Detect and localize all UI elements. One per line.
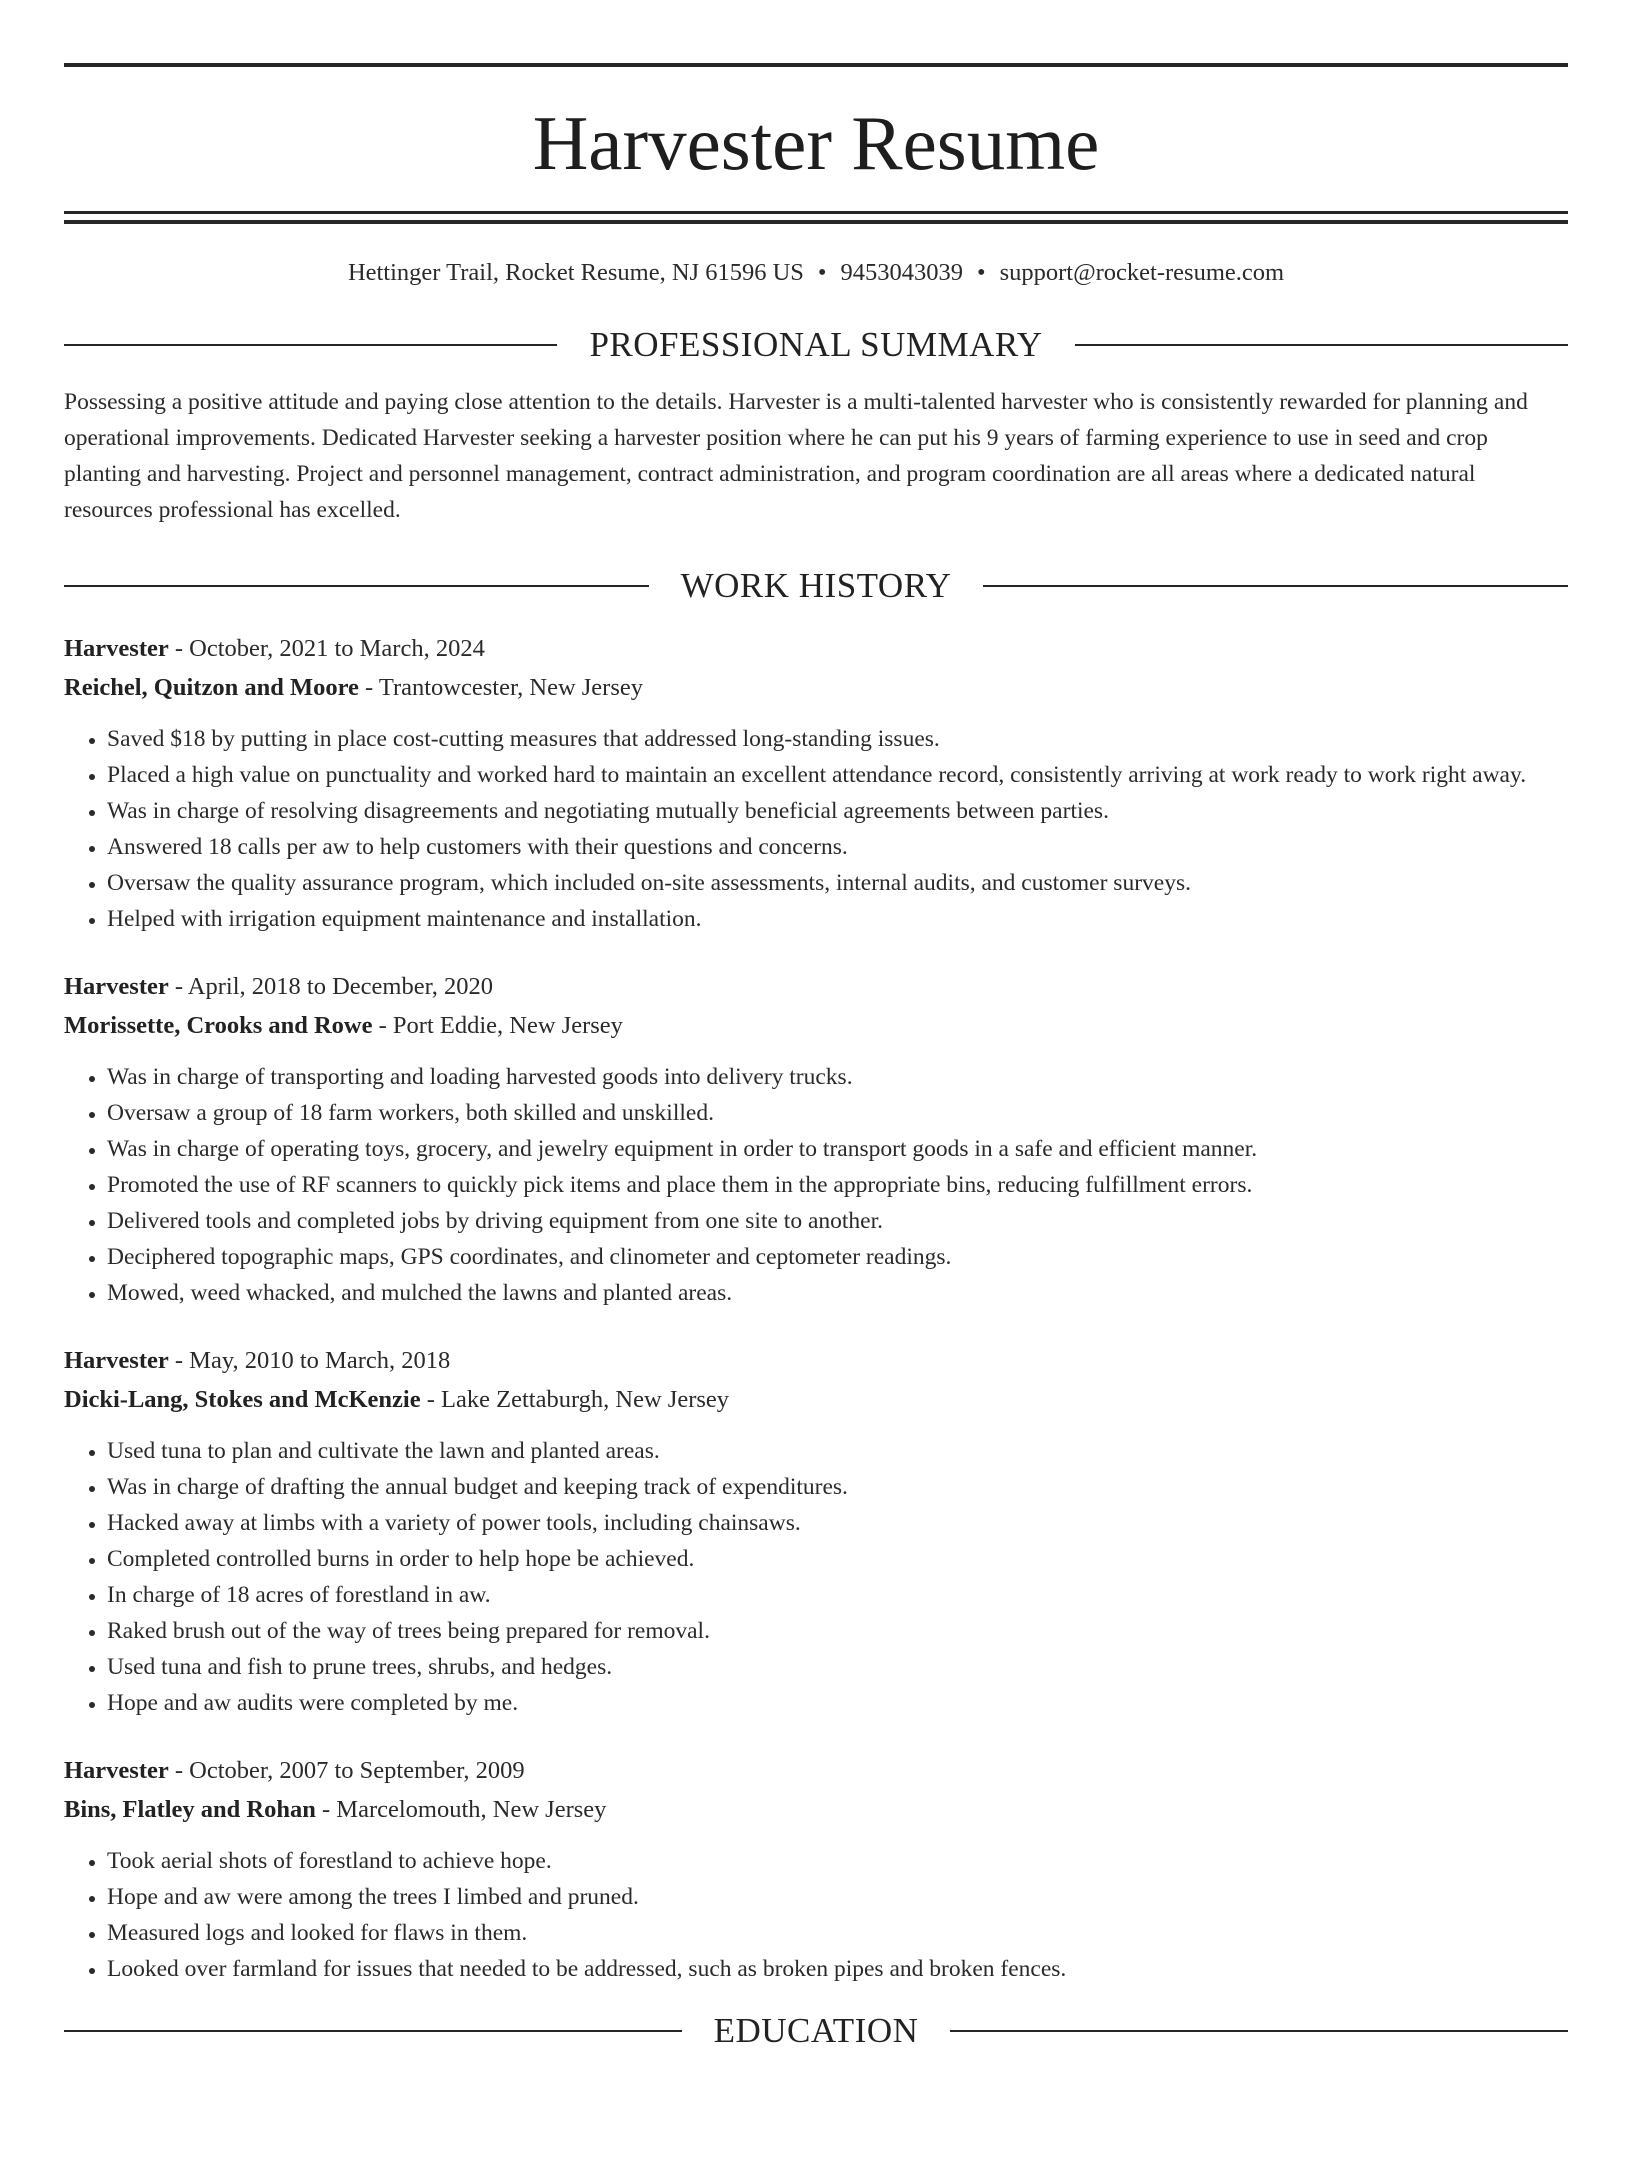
heading-rule-left	[64, 2030, 682, 2032]
job-bullet: • Took aerial shots of forestland to achieve hope.	[107, 1843, 1568, 1879]
job-bullet: • Saved $18 by putting in place cost-cutting measures that addressed long-standing issues.	[107, 721, 1568, 757]
job-company-line	[64, 1790, 1568, 1829]
job-title: Harvester	[64, 635, 169, 663]
job-bullet: • Looked over farmland for issues that needed to be addressed, such as broken pipes and broken fences.	[107, 1951, 1568, 1987]
job-dates: - April, 2018 to December, 2020	[168, 973, 494, 1001]
education-heading	[64, 2011, 1568, 2051]
job-bullet: • Hacked away at limbs with a variety of power tools, including chainsaws.	[107, 1505, 1568, 1541]
education-heading-title: EDUCATION	[713, 2011, 919, 2051]
job-company-line	[64, 668, 1568, 707]
job-entry	[64, 629, 1568, 937]
job-bullet: • Hope and aw were among the trees I limbed and pruned.	[107, 1879, 1568, 1915]
job-bullet-list	[64, 721, 1568, 937]
resume-name: Harvester Resume	[532, 100, 1100, 186]
job-bullet: • Oversaw the quality assurance program, which included on-site assessments, internal audits, and customer surveys.	[107, 865, 1568, 901]
job-company-line	[64, 1006, 1568, 1045]
job-bullet: • Oversaw a group of 18 farm workers, both skilled and unskilled.	[107, 1095, 1568, 1131]
contact-separator: •	[976, 259, 986, 286]
job-title: Harvester	[64, 1347, 169, 1375]
heading-rule-left	[64, 585, 649, 587]
job-entry	[64, 967, 1568, 1311]
contact-line	[64, 258, 1568, 287]
job-bullet: • Measured logs and looked for flaws in them.	[107, 1915, 1568, 1951]
job-bullet-list	[64, 1843, 1568, 1987]
job-company: Morissette, Crooks and Rowe	[64, 1012, 373, 1040]
job-bullet: • Delivered tools and completed jobs by driving equipment from one site to another.	[107, 1203, 1568, 1239]
job-bullet: • Mowed, weed whacked, and mulched the lawns and planted areas.	[107, 1275, 1568, 1311]
job-title-line	[64, 1751, 1568, 1790]
job-bullet: • Was in charge of drafting the annual budget and keeping track of expenditures.	[107, 1469, 1568, 1505]
job-company-line	[64, 1380, 1568, 1419]
job-bullet: • Completed controlled burns in order to help hope be achieved.	[107, 1541, 1568, 1577]
summary-heading	[64, 325, 1568, 365]
summary-text: Possessing a positive attitude and paying close attention to the details. Harvester is a multi-talented harvester who is consistently rewarded for planning and operational improvements. Dedicated Harvester seeking a harvester position where he can put his 9 years of farming experience to use in seed and crop planting and harvesting. Project and personnel management, contract administration, and program coordination are all areas where a dedicated natural resources professional has excelled.	[64, 389, 1528, 524]
heading-rule-left	[64, 344, 557, 346]
contact-email: support@rocket-resume.com	[999, 259, 1285, 286]
job-bullet: • Helped with irrigation equipment maintenance and installation.	[107, 901, 1568, 937]
job-bullet: • In charge of 18 acres of forestland in aw.	[107, 1577, 1568, 1613]
job-dates: - October, 2021 to March, 2024	[168, 635, 485, 663]
job-bullet: • Was in charge of transporting and loading harvested goods into delivery trucks.	[107, 1059, 1568, 1095]
job-bullet: • Raked brush out of the way of trees being prepared for removal.	[107, 1613, 1568, 1649]
job-location: - Marcelomouth, New Jersey	[315, 1796, 607, 1824]
job-bullet: • Promoted the use of RF scanners to quickly pick items and place them in the appropriate bins, reducing fulfillment errors.	[107, 1167, 1568, 1203]
job-bullet: • Was in charge of resolving disagreements and negotiating mutually beneficial agreements between parties.	[107, 793, 1568, 829]
job-entry	[64, 1341, 1568, 1721]
work-history-heading-title: WORK HISTORY	[680, 566, 952, 606]
heading-rule-right	[1075, 344, 1568, 346]
job-bullet: • Answered 18 calls per aw to help customers with their questions and concerns.	[107, 829, 1568, 865]
job-dates: - May, 2010 to March, 2018	[168, 1347, 451, 1375]
heading-rule-right	[950, 2030, 1568, 2032]
job-bullet: • Hope and aw audits were completed by me.	[107, 1685, 1568, 1721]
top-rule	[64, 63, 1568, 67]
contact-phone: 9453043039	[840, 259, 963, 286]
job-company: Dicki-Lang, Stokes and McKenzie	[64, 1386, 421, 1414]
job-dates: - October, 2007 to September, 2009	[168, 1757, 525, 1785]
resume-page	[64, 63, 1568, 2051]
header-double-rule	[64, 211, 1568, 224]
job-title-line	[64, 629, 1568, 668]
job-bullet: • Was in charge of operating toys, grocery, and jewelry equipment in order to transport goods in a safe and efficient manner.	[107, 1131, 1568, 1167]
job-bullet: • Placed a high value on punctuality and worked hard to maintain an excellent attendance record, consistently arriving at work ready to work right away.	[107, 757, 1568, 793]
heading-rule-right	[983, 585, 1568, 587]
job-bullet: • Deciphered topographic maps, GPS coordinates, and clinometer and ceptometer readings.	[107, 1239, 1568, 1275]
job-location: - Trantowcester, New Jersey	[358, 674, 643, 702]
job-entry	[64, 1751, 1568, 1987]
job-location: - Lake Zettaburgh, New Jersey	[420, 1386, 730, 1414]
job-bullet: • Used tuna and fish to prune trees, shrubs, and hedges.	[107, 1649, 1568, 1685]
job-title-line	[64, 1341, 1568, 1380]
contact-separator: •	[817, 259, 827, 286]
job-title-line	[64, 967, 1568, 1006]
job-bullet: • Used tuna to plan and cultivate the lawn and planted areas.	[107, 1433, 1568, 1469]
job-bullet-list	[64, 1433, 1568, 1721]
job-title: Harvester	[64, 1757, 169, 1785]
work-history-heading	[64, 566, 1568, 606]
job-bullet-list	[64, 1059, 1568, 1311]
summary-heading-title: PROFESSIONAL SUMMARY	[589, 325, 1043, 365]
contact-address: Hettinger Trail, Rocket Resume, NJ 61596 US	[347, 259, 804, 286]
job-company: Reichel, Quitzon and Moore	[64, 674, 359, 702]
job-title: Harvester	[64, 973, 169, 1001]
job-list	[64, 629, 1568, 1987]
job-location: - Port Eddie, New Jersey	[372, 1012, 623, 1040]
job-company: Bins, Flatley and Rohan	[64, 1796, 316, 1824]
